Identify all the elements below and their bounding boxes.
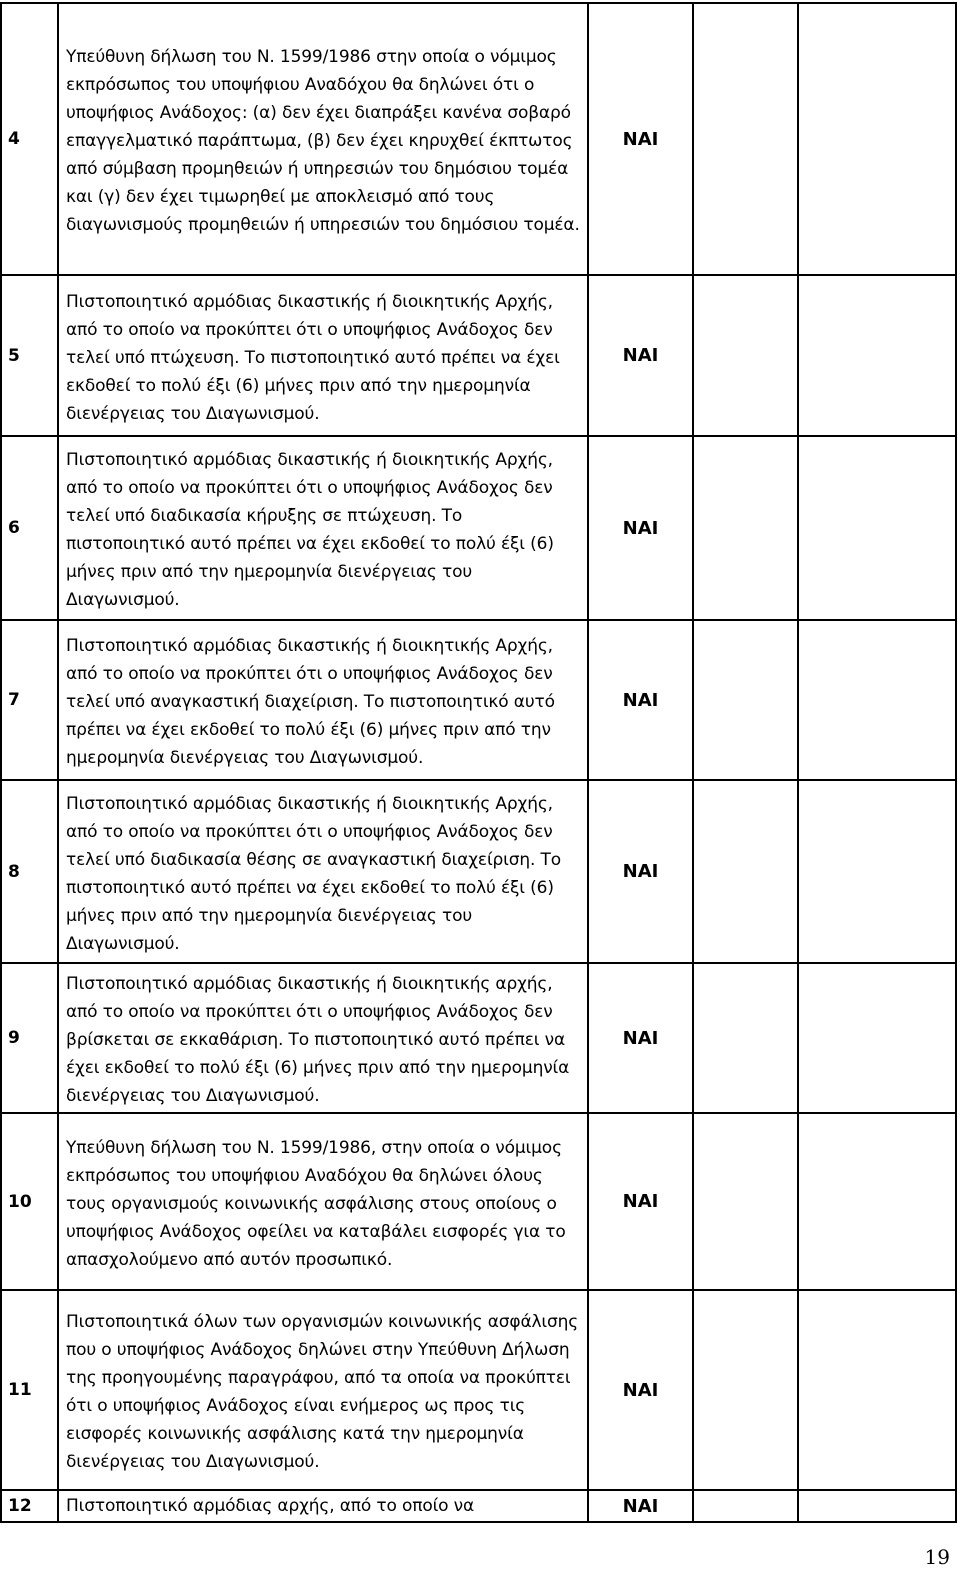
answer-cell: ΝΑΙ: [588, 3, 693, 275]
answer-cell: ΝΑΙ: [588, 1490, 693, 1522]
answer-cell: ΝΑΙ: [588, 275, 693, 436]
empty-cell: [798, 780, 956, 963]
row-number: 8: [1, 780, 58, 963]
requirement-text: Πιστοποιητικό αρμόδιας δικαστικής ή διοικητικής Αρχής, από το οποίο να προκύπτει ότι ο υποψήφιος Ανάδοχος δεν τελεί υπό πτώχευση. Το πιστοποιητικό αυτό πρέπει να έχει εκδοθεί το πολύ έξι (6) μήνες πριν από την ημερομηνία διενέργειας του Διαγωνισμού.: [58, 275, 588, 436]
answer-cell: ΝΑΙ: [588, 1290, 693, 1490]
answer-cell: ΝΑΙ: [588, 963, 693, 1113]
empty-cell: [798, 1490, 956, 1522]
requirement-text: Πιστοποιητικό αρμόδιας δικαστικής ή διοικητικής Αρχής, από το οποίο να προκύπτει ότι ο υποψήφιος Ανάδοχος δεν τελεί υπό διαδικασία θέσης σε αναγκαστική διαχείριση. Το πιστοποιητικό αυτό πρέπει να έχει εκδοθεί το πολύ έξι (6) μήνες πριν από την ημερομηνία διενέργειας του Διαγωνισμού.: [58, 780, 588, 963]
row-number: 5: [1, 275, 58, 436]
empty-cell: [798, 1290, 956, 1490]
requirement-text: Πιστοποιητικά όλων των οργανισμών κοινωνικής ασφάλισης που ο υποψήφιος Ανάδοχος δηλώνει στην Υπεύθυνη Δήλωση της προηγουμένης παραγράφου, από τα οποία να προκύπτει ότι ο υποψήφιος Ανάδοχος είναι ενήμερος ως προς τις εισφορές κοινωνικής ασφάλισης κατά την ημερομηνία διενέργειας του Διαγωνισμού.: [58, 1290, 588, 1490]
empty-cell: [693, 1490, 798, 1522]
empty-cell: [693, 1113, 798, 1290]
empty-cell: [693, 3, 798, 275]
row-number: 4: [1, 3, 58, 275]
requirement-text: Πιστοποιητικό αρμόδιας δικαστικής ή διοικητικής Αρχής, από το οποίο να προκύπτει ότι ο υποψήφιος Ανάδοχος δεν τελεί υπό διαδικασία κήρυξης σε πτώχευση. Το πιστοποιητικό αυτό πρέπει να έχει εκδοθεί το πολύ έξι (6) μήνες πριν από την ημερομηνία διενέργειας του Διαγωνισμού.: [58, 436, 588, 620]
empty-cell: [693, 1290, 798, 1490]
empty-cell: [693, 275, 798, 436]
requirement-text: Υπεύθυνη δήλωση του Ν. 1599/1986, στην οποία ο νόμιμος εκπρόσωπος του υποψήφιου Αναδόχου θα δηλώνει όλους τους οργανισμούς κοινωνικής ασφάλισης στους οποίους ο υποψήφιος Ανάδοχος οφείλει να καταβάλει εισφορές για το απασχολούμενο από αυτόν προσωπικό.: [58, 1113, 588, 1290]
answer-cell: ΝΑΙ: [588, 436, 693, 620]
empty-cell: [798, 436, 956, 620]
requirement-text: Πιστοποιητικό αρμόδιας αρχής, από το οποίο να: [58, 1490, 588, 1522]
empty-cell: [798, 1113, 956, 1290]
row-number: 11: [1, 1290, 58, 1490]
empty-cell: [798, 3, 956, 275]
answer-cell: ΝΑΙ: [588, 620, 693, 780]
empty-cell: [798, 275, 956, 436]
table-row: [1, 275, 956, 436]
answer-cell: ΝΑΙ: [588, 780, 693, 963]
requirements-table: [0, 2, 957, 1523]
table-row: [1, 780, 956, 963]
row-number: 7: [1, 620, 58, 780]
empty-cell: [693, 963, 798, 1113]
requirement-text: Πιστοποιητικό αρμόδιας δικαστικής ή διοικητικής αρχής, από το οποίο να προκύπτει ότι ο υποψήφιος Ανάδοχος δεν βρίσκεται σε εκκαθάριση. Το πιστοποιητικό αυτό πρέπει να έχει εκδοθεί το πολύ έξι (6) μήνες πριν από την ημερομηνία διενέργειας του Διαγωνισμού.: [58, 963, 588, 1113]
table-row: [1, 963, 956, 1113]
table-row: [1, 1290, 956, 1490]
empty-cell: [693, 620, 798, 780]
row-number: 10: [1, 1113, 58, 1290]
empty-cell: [798, 963, 956, 1113]
table-row: [1, 1113, 956, 1290]
empty-cell: [693, 436, 798, 620]
row-number: 9: [1, 963, 58, 1113]
empty-cell: [798, 620, 956, 780]
requirement-text: Πιστοποιητικό αρμόδιας δικαστικής ή διοικητικής Αρχής, από το οποίο να προκύπτει ότι ο υποψήφιος Ανάδοχος δεν τελεί υπό αναγκαστική διαχείριση. Το πιστοποιητικό αυτό πρέπει να έχει εκδοθεί το πολύ έξι (6) μήνες πριν από την ημερομηνία διενέργειας του Διαγωνισμού.: [58, 620, 588, 780]
row-number: 6: [1, 436, 58, 620]
table-row: [1, 436, 956, 620]
row-number: 12: [1, 1490, 58, 1522]
table-row: [1, 620, 956, 780]
page-number: 19: [924, 1545, 950, 1569]
empty-cell: [693, 780, 798, 963]
answer-cell: ΝΑΙ: [588, 1113, 693, 1290]
table-row: [1, 1490, 956, 1522]
table-row: [1, 3, 956, 275]
requirement-text: Υπεύθυνη δήλωση του Ν. 1599/1986 στην οποία ο νόμιμος εκπρόσωπος του υποψήφιου Αναδόχου θα δηλώνει ότι ο υποψήφιος Ανάδοχος: (α) δεν έχει διαπράξει κανένα σοβαρό επαγγελματικό παράπτωμα, (β) δεν έχει κηρυχθεί έκπτωτος από σύμβαση προμηθειών ή υπηρεσιών του δημόσιου τομέα και (γ) δεν έχει τιμωρηθεί με αποκλεισμό από τους διαγωνισμούς προμηθειών ή υπηρεσιών του δημόσιου τομέα.: [58, 3, 588, 275]
